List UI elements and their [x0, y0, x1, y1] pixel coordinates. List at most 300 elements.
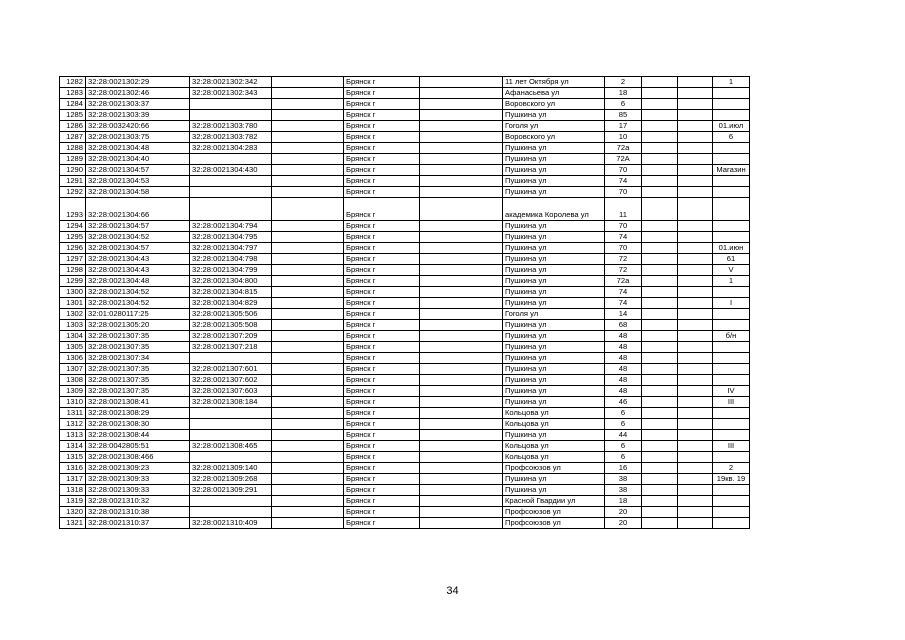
cell-locality: [420, 331, 503, 342]
cell-street: Афанасьева ул: [503, 88, 605, 99]
cell-district: [272, 176, 344, 187]
cell-city: Брянск г: [344, 77, 420, 88]
cell-apartment: 19кв. 19: [713, 474, 750, 485]
cell-street: Пушкина ул: [503, 430, 605, 441]
cell-house-number: 6: [605, 408, 642, 419]
cell-city: Брянск г: [344, 165, 420, 176]
cell-locality: [420, 298, 503, 309]
cell-locality: [420, 165, 503, 176]
cell-district: [272, 77, 344, 88]
cell-apartment: [713, 221, 750, 232]
cell-apartment: [713, 232, 750, 243]
cell-city: Брянск г: [344, 353, 420, 364]
cell-row-number: 1290: [60, 165, 86, 176]
cell-building: [642, 99, 678, 110]
table-row: [60, 408, 750, 419]
cell-apartment: [713, 99, 750, 110]
cell-house-number: 38: [605, 474, 642, 485]
cell-district: [272, 132, 344, 143]
cell-row-number: 1288: [60, 143, 86, 154]
table-row: [60, 88, 750, 99]
cell-apartment: [713, 143, 750, 154]
cell-building: [642, 320, 678, 331]
cell-object-cadastral-number: 32:28:0021304:795: [190, 232, 272, 243]
cell-row-number: 1306: [60, 353, 86, 364]
cell-building: [642, 430, 678, 441]
cell-object-cadastral-number: 32:28:0021304:799: [190, 265, 272, 276]
cell-cadastral-number: 32:28:0021307:35: [86, 386, 190, 397]
cell-row-number: 1297: [60, 254, 86, 265]
cell-city: Брянск г: [344, 375, 420, 386]
cell-house-number: 48: [605, 375, 642, 386]
cell-house-number: 18: [605, 496, 642, 507]
cell-locality: [420, 287, 503, 298]
table-row: [60, 243, 750, 254]
cell-street: Пушкина ул: [503, 187, 605, 198]
cell-street: Пушкина ул: [503, 485, 605, 496]
table-row: [60, 121, 750, 132]
cell-apartment: Магазин: [713, 165, 750, 176]
cell-apartment: [713, 430, 750, 441]
table-row: [60, 276, 750, 287]
cell-street: Пушкина ул: [503, 265, 605, 276]
cell-locality: [420, 143, 503, 154]
cell-row-number: 1320: [60, 507, 86, 518]
table-row: [60, 353, 750, 364]
cell-locality: [420, 364, 503, 375]
cell-row-number: 1303: [60, 320, 86, 331]
cell-district: [272, 276, 344, 287]
cell-locality: [420, 77, 503, 88]
cell-structure: [678, 375, 713, 386]
cell-structure: [678, 441, 713, 452]
cell-city: Брянск г: [344, 232, 420, 243]
cell-locality: [420, 121, 503, 132]
cell-house-number: 48: [605, 386, 642, 397]
cell-structure: [678, 110, 713, 121]
table-row: [60, 176, 750, 187]
cell-locality: [420, 463, 503, 474]
cell-house-number: 70: [605, 243, 642, 254]
cell-cadastral-number: 32:28:0021307:35: [86, 342, 190, 353]
cell-city: Брянск г: [344, 121, 420, 132]
cell-row-number: 1321: [60, 518, 86, 529]
cell-cadastral-number: 32:28:0021308:29: [86, 408, 190, 419]
cell-street: Кольцова ул: [503, 441, 605, 452]
cell-district: [272, 287, 344, 298]
cell-apartment: [713, 485, 750, 496]
cell-row-number: 1316: [60, 463, 86, 474]
cell-locality: [420, 243, 503, 254]
cell-street: Пушкина ул: [503, 353, 605, 364]
cell-cadastral-number: 32:28:0021304:48: [86, 143, 190, 154]
cell-row-number: 1309: [60, 386, 86, 397]
cell-building: [642, 276, 678, 287]
cell-structure: [678, 309, 713, 320]
cell-cadastral-number: 32:28:0021307:35: [86, 364, 190, 375]
cell-cadastral-number: 32:28:0021304:57: [86, 221, 190, 232]
cell-building: [642, 77, 678, 88]
cell-cadastral-number: 32:28:0021307:34: [86, 353, 190, 364]
cell-city: Брянск г: [344, 132, 420, 143]
cell-object-cadastral-number: [190, 353, 272, 364]
cell-house-number: 6: [605, 99, 642, 110]
cell-row-number: 1296: [60, 243, 86, 254]
cell-row-number: 1312: [60, 419, 86, 430]
cell-city: Брянск г: [344, 187, 420, 198]
table-row: [60, 474, 750, 485]
cell-cadastral-number: 32:28:0021303:39: [86, 110, 190, 121]
cell-house-number: 72а: [605, 276, 642, 287]
cell-building: [642, 496, 678, 507]
cell-locality: [420, 386, 503, 397]
cell-object-cadastral-number: 32:28:0021304:800: [190, 276, 272, 287]
cell-city: Брянск г: [344, 320, 420, 331]
table-row: [60, 331, 750, 342]
cell-house-number: 74: [605, 176, 642, 187]
cell-house-number: 44: [605, 430, 642, 441]
cell-apartment: [713, 452, 750, 463]
cell-object-cadastral-number: 32:28:0021304:283: [190, 143, 272, 154]
cell-building: [642, 331, 678, 342]
cell-row-number: 1310: [60, 397, 86, 408]
cell-district: [272, 265, 344, 276]
cell-structure: [678, 88, 713, 99]
cell-locality: [420, 154, 503, 165]
cell-structure: [678, 474, 713, 485]
cell-row-number: 1282: [60, 77, 86, 88]
cell-district: [272, 430, 344, 441]
cell-structure: [678, 99, 713, 110]
cell-row-number: 1311: [60, 408, 86, 419]
cell-district: [272, 320, 344, 331]
cell-object-cadastral-number: 32:28:0021302:343: [190, 88, 272, 99]
cell-district: [272, 408, 344, 419]
table-row: [60, 265, 750, 276]
cell-house-number: 20: [605, 518, 642, 529]
cell-house-number: 11: [605, 198, 642, 221]
cell-house-number: 74: [605, 232, 642, 243]
cell-building: [642, 463, 678, 474]
cell-apartment: [713, 518, 750, 529]
cell-street: Пушкина ул: [503, 331, 605, 342]
cell-district: [272, 198, 344, 221]
cell-city: Брянск г: [344, 243, 420, 254]
cell-house-number: 6: [605, 452, 642, 463]
cell-city: Брянск г: [344, 88, 420, 99]
cell-street: Пушкина ул: [503, 364, 605, 375]
cell-house-number: 68: [605, 320, 642, 331]
cell-street: 11 лет Октября ул: [503, 77, 605, 88]
cell-building: [642, 132, 678, 143]
cell-district: [272, 342, 344, 353]
cell-structure: [678, 265, 713, 276]
cell-structure: [678, 243, 713, 254]
cell-structure: [678, 507, 713, 518]
cell-row-number: 1319: [60, 496, 86, 507]
cell-district: [272, 165, 344, 176]
cell-city: Брянск г: [344, 441, 420, 452]
cell-district: [272, 187, 344, 198]
cell-apartment: 6: [713, 132, 750, 143]
cell-row-number: 1293: [60, 198, 86, 221]
cell-locality: [420, 309, 503, 320]
table-row: [60, 287, 750, 298]
cell-building: [642, 419, 678, 430]
cell-cadastral-number: 32:28:0021304:43: [86, 254, 190, 265]
cell-house-number: 14: [605, 309, 642, 320]
cell-house-number: 10: [605, 132, 642, 143]
cell-building: [642, 408, 678, 419]
cell-object-cadastral-number: [190, 507, 272, 518]
cell-locality: [420, 132, 503, 143]
cell-cadastral-number: 32:28:0021303:75: [86, 132, 190, 143]
cell-city: Брянск г: [344, 99, 420, 110]
cell-object-cadastral-number: 32:28:0021304:430: [190, 165, 272, 176]
cell-district: [272, 452, 344, 463]
cell-cadastral-number: 32:28:0021309:33: [86, 485, 190, 496]
cell-apartment: [713, 353, 750, 364]
cell-structure: [678, 452, 713, 463]
cell-cadastral-number: 32:28:0021304:58: [86, 187, 190, 198]
cell-street: Пушкина ул: [503, 320, 605, 331]
cell-structure: [678, 198, 713, 221]
cell-row-number: 1289: [60, 154, 86, 165]
cell-apartment: [713, 408, 750, 419]
cell-cadastral-number: 32:01:0280117:25: [86, 309, 190, 320]
cell-structure: [678, 254, 713, 265]
cell-house-number: 72: [605, 254, 642, 265]
cell-district: [272, 496, 344, 507]
cell-district: [272, 221, 344, 232]
cell-street: Профсоюзов ул: [503, 463, 605, 474]
cell-district: [272, 243, 344, 254]
cell-object-cadastral-number: 32:28:0021307:218: [190, 342, 272, 353]
cell-building: [642, 298, 678, 309]
cell-apartment: V: [713, 265, 750, 276]
cell-cadastral-number: 32:28:0021302:46: [86, 88, 190, 99]
cell-cadastral-number: 32:28:0021302:29: [86, 77, 190, 88]
cell-apartment: [713, 287, 750, 298]
cell-structure: [678, 221, 713, 232]
cell-apartment: б/н: [713, 331, 750, 342]
cell-building: [642, 88, 678, 99]
cell-row-number: 1294: [60, 221, 86, 232]
cell-row-number: 1286: [60, 121, 86, 132]
cell-apartment: [713, 88, 750, 99]
cell-object-cadastral-number: [190, 430, 272, 441]
cell-district: [272, 331, 344, 342]
cell-building: [642, 254, 678, 265]
cell-building: [642, 121, 678, 132]
cell-cadastral-number: 32:28:0021309:23: [86, 463, 190, 474]
cell-building: [642, 474, 678, 485]
cell-building: [642, 287, 678, 298]
cell-apartment: [713, 507, 750, 518]
cell-apartment: 1: [713, 77, 750, 88]
cell-locality: [420, 474, 503, 485]
cell-object-cadastral-number: 32:28:0021303:782: [190, 132, 272, 143]
cell-structure: [678, 121, 713, 132]
cell-street: Пушкина ул: [503, 397, 605, 408]
cell-street: Пушкина ул: [503, 298, 605, 309]
cell-cadastral-number: 32:28:0021304:52: [86, 232, 190, 243]
cell-object-cadastral-number: 32:28:0021304:829: [190, 298, 272, 309]
cell-building: [642, 221, 678, 232]
cell-apartment: [713, 309, 750, 320]
cell-cadastral-number: 32:28:0021310:32: [86, 496, 190, 507]
cell-row-number: 1299: [60, 276, 86, 287]
cell-house-number: 48: [605, 331, 642, 342]
cell-building: [642, 187, 678, 198]
cell-locality: [420, 375, 503, 386]
cell-structure: [678, 154, 713, 165]
cell-district: [272, 110, 344, 121]
cell-apartment: 2: [713, 463, 750, 474]
cell-house-number: 72: [605, 265, 642, 276]
cell-building: [642, 165, 678, 176]
cell-house-number: 38: [605, 485, 642, 496]
cell-structure: [678, 408, 713, 419]
cell-city: Брянск г: [344, 276, 420, 287]
cell-row-number: 1318: [60, 485, 86, 496]
cell-building: [642, 198, 678, 221]
cell-street: академика Королева ул: [503, 198, 605, 221]
cell-building: [642, 265, 678, 276]
cell-district: [272, 254, 344, 265]
cell-object-cadastral-number: 32:28:0021304:815: [190, 287, 272, 298]
cell-cadastral-number: 32:28:0021307:35: [86, 331, 190, 342]
cell-district: [272, 232, 344, 243]
cell-apartment: IV: [713, 386, 750, 397]
cell-house-number: 48: [605, 364, 642, 375]
cell-house-number: 48: [605, 353, 642, 364]
table-row: [60, 485, 750, 496]
cell-structure: [678, 187, 713, 198]
cell-building: [642, 518, 678, 529]
table-row: [60, 309, 750, 320]
cell-object-cadastral-number: 32:28:0021303:780: [190, 121, 272, 132]
cell-apartment: I: [713, 298, 750, 309]
cell-cadastral-number: 32:28:0021304:52: [86, 287, 190, 298]
cell-structure: [678, 331, 713, 342]
table-row: [60, 143, 750, 154]
cell-row-number: 1285: [60, 110, 86, 121]
cell-cadastral-number: 32:28:0021308:41: [86, 397, 190, 408]
cell-row-number: 1284: [60, 99, 86, 110]
cell-house-number: 17: [605, 121, 642, 132]
cell-street: Воровского ул: [503, 99, 605, 110]
cell-street: Пушкина ул: [503, 165, 605, 176]
cell-district: [272, 375, 344, 386]
cell-object-cadastral-number: [190, 408, 272, 419]
cell-structure: [678, 419, 713, 430]
cell-row-number: 1314: [60, 441, 86, 452]
table-row: [60, 375, 750, 386]
table-row: [60, 518, 750, 529]
cell-locality: [420, 110, 503, 121]
cell-building: [642, 386, 678, 397]
cell-house-number: 6: [605, 441, 642, 452]
cell-locality: [420, 176, 503, 187]
table-row: [60, 254, 750, 265]
cell-district: [272, 386, 344, 397]
cell-building: [642, 507, 678, 518]
cell-apartment: 61: [713, 254, 750, 265]
cell-district: [272, 518, 344, 529]
cell-structure: [678, 143, 713, 154]
cell-city: Брянск г: [344, 408, 420, 419]
cell-row-number: 1308: [60, 375, 86, 386]
cell-apartment: [713, 320, 750, 331]
cell-row-number: 1292: [60, 187, 86, 198]
cell-structure: [678, 485, 713, 496]
cell-structure: [678, 165, 713, 176]
cell-locality: [420, 485, 503, 496]
cell-city: Брянск г: [344, 386, 420, 397]
property-register-table: [59, 76, 750, 529]
table-row: [60, 110, 750, 121]
cell-district: [272, 364, 344, 375]
cell-locality: [420, 198, 503, 221]
cell-cadastral-number: 32:28:0032420:66: [86, 121, 190, 132]
cell-city: Брянск г: [344, 364, 420, 375]
cell-locality: [420, 419, 503, 430]
cell-structure: [678, 386, 713, 397]
cell-structure: [678, 518, 713, 529]
cell-street: Пушкина ул: [503, 276, 605, 287]
cell-street: Профсоюзов ул: [503, 507, 605, 518]
cell-building: [642, 353, 678, 364]
cell-district: [272, 485, 344, 496]
cell-structure: [678, 132, 713, 143]
cell-district: [272, 419, 344, 430]
cell-locality: [420, 452, 503, 463]
cell-street: Пушкина ул: [503, 474, 605, 485]
cell-apartment: III: [713, 441, 750, 452]
cell-apartment: [713, 364, 750, 375]
table-row: [60, 77, 750, 88]
cell-apartment: [713, 419, 750, 430]
cell-row-number: 1287: [60, 132, 86, 143]
table-row: [60, 364, 750, 375]
cell-city: Брянск г: [344, 518, 420, 529]
table-row: [60, 165, 750, 176]
table-row: [60, 441, 750, 452]
cell-row-number: 1313: [60, 430, 86, 441]
cell-city: Брянск г: [344, 463, 420, 474]
cell-locality: [420, 276, 503, 287]
table-row: [60, 232, 750, 243]
cell-cadastral-number: 32:28:0021304:43: [86, 265, 190, 276]
cell-building: [642, 342, 678, 353]
cell-object-cadastral-number: 32:28:0021307:603: [190, 386, 272, 397]
cell-district: [272, 121, 344, 132]
cell-apartment: 01.июн: [713, 243, 750, 254]
cell-object-cadastral-number: 32:28:0021305:508: [190, 320, 272, 331]
cell-house-number: 74: [605, 287, 642, 298]
cell-locality: [420, 265, 503, 276]
cell-cadastral-number: 32:28:0021308:44: [86, 430, 190, 441]
cell-city: Брянск г: [344, 430, 420, 441]
table-row: [60, 419, 750, 430]
cell-street: Пушкина ул: [503, 342, 605, 353]
cell-row-number: 1300: [60, 287, 86, 298]
table-row: [60, 430, 750, 441]
cell-street: Пушкина ул: [503, 287, 605, 298]
cell-house-number: 85: [605, 110, 642, 121]
cell-house-number: 46: [605, 397, 642, 408]
